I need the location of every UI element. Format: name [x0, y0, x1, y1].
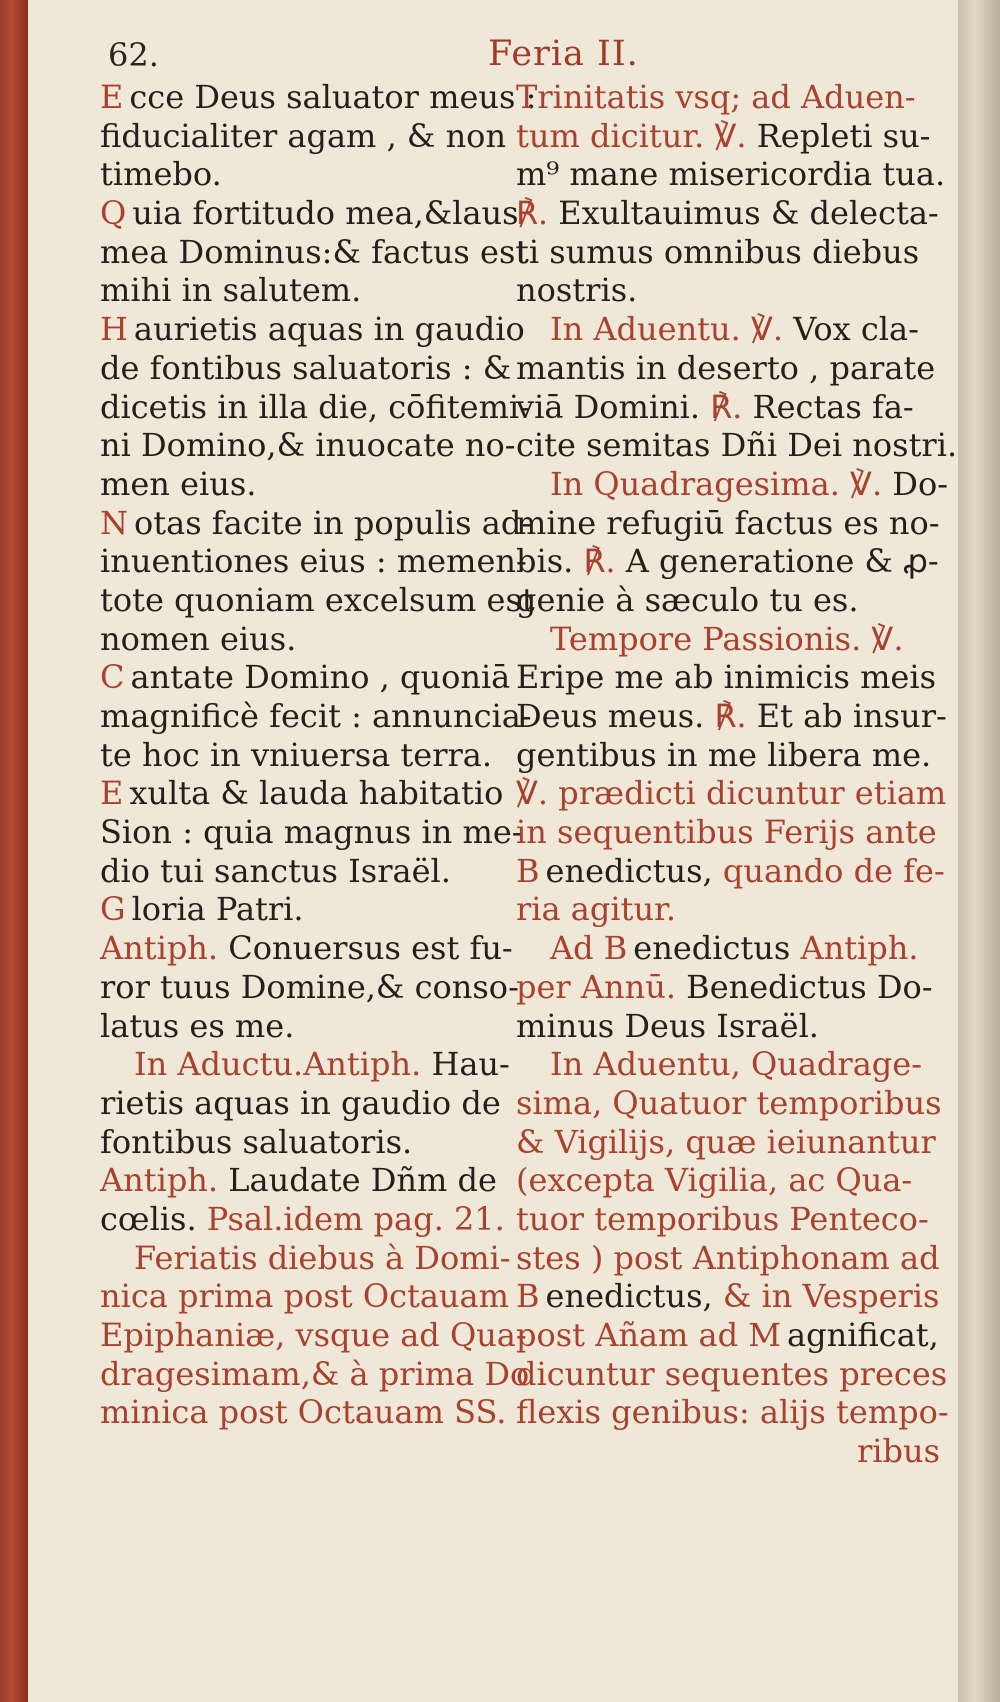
text-line: [516, 1393, 949, 1432]
text-line: [100, 271, 532, 310]
line-text: Deus meus.: [516, 697, 705, 735]
text-line: [100, 697, 532, 736]
text-line: [100, 658, 532, 697]
text-line: [100, 504, 532, 543]
line-text: Et ab insur-: [756, 697, 947, 735]
text-line: [516, 620, 940, 659]
text-line: [100, 1123, 532, 1162]
rubric-text: tum dicitur. ℣.: [516, 116, 747, 155]
initial-letter: N: [100, 503, 128, 542]
text-line: [516, 1161, 940, 1200]
rubric-text: nica prima post Octauam: [100, 1277, 509, 1316]
text-line: [516, 78, 940, 117]
line-text: cite semitas Dñi Dei nostri.: [516, 426, 958, 465]
text-line: [100, 813, 532, 852]
line-text: latus es me.: [100, 1006, 295, 1045]
rubric-text: sima, Quatuor temporibus: [516, 1083, 942, 1122]
text-line: [516, 774, 947, 813]
text-line: [516, 1239, 940, 1278]
line-text: dicetis in illa die, cōfitemi-: [100, 387, 530, 426]
text-line: [516, 310, 940, 349]
text-line: [516, 194, 940, 233]
line-text: viā Domini.: [516, 387, 701, 426]
text-line: [516, 1123, 940, 1162]
text-line: [516, 1200, 940, 1239]
rubric-text: dicuntur sequentes preces: [516, 1354, 948, 1393]
text-line: [516, 581, 940, 620]
text-line: [100, 1200, 532, 1239]
line-text: fiducialiter agam , & non: [100, 116, 507, 155]
text-line: [516, 349, 940, 388]
text-line: [100, 1277, 532, 1316]
text-line: [516, 658, 940, 697]
running-title: Feria II.: [488, 34, 639, 74]
rubric-text: stes ) post Antiphonam ad: [516, 1238, 940, 1277]
text-line: [516, 426, 958, 465]
text-line: [516, 890, 940, 929]
initial-letter: M: [748, 1316, 782, 1354]
line-text: mine refugiū factus es no-: [516, 503, 940, 542]
text-line: [100, 1045, 532, 1084]
rubric-text: In Aduentu. ℣.: [550, 310, 784, 349]
initial-letter: E: [100, 774, 124, 813]
rubric-text: flexis genibus: alijs tempo-: [516, 1393, 949, 1432]
text-line: [516, 1354, 948, 1394]
rubric-text: ribus: [856, 1432, 940, 1471]
line-text: de fontibus saluatoris : &: [100, 348, 512, 387]
rubric-text: Ad: [550, 929, 594, 968]
line-text: ror tuus Domine,& conso-: [100, 967, 519, 1006]
rubric-text: Feriatis diebus à Domi-: [134, 1238, 511, 1277]
page-header: [28, 30, 958, 82]
rubric-text: post Añam ad: [516, 1316, 739, 1354]
rubric-text: & Vigilijs, quæ ieiunantur: [516, 1122, 936, 1161]
text-line: [100, 349, 532, 388]
line-text: Benedictus Do-: [686, 967, 933, 1006]
page-number: 62.: [108, 36, 159, 74]
line-text: Vox cla-: [793, 310, 919, 349]
text-line: [516, 929, 940, 968]
text-line: [100, 388, 532, 427]
rubric-text: tuor temporibus Penteco-: [516, 1199, 929, 1238]
line-text: A generatione & ꝓ-: [625, 542, 939, 581]
rubric-text: minica post Octauam SS.: [100, 1393, 507, 1432]
text-line: [100, 580, 535, 620]
text-line: [516, 464, 949, 504]
rubric-text: In Quadragesima. ℣.: [550, 464, 883, 503]
line-text: ti sumus omnibus diebus: [516, 232, 920, 271]
rubric-text: Psal.idem pag. 21.: [206, 1199, 505, 1238]
rubric-text: In Aduentu, Quadrage-: [550, 1045, 922, 1084]
text-line: [100, 774, 532, 813]
line-text: Sion : quia magnus in me-: [100, 813, 523, 852]
initial-letter: Q: [100, 194, 127, 233]
initial-letter: H: [100, 310, 128, 349]
line-text: Hau-: [431, 1045, 510, 1084]
text-line: [516, 968, 940, 1007]
text-line: [516, 1277, 940, 1316]
line-text: cœlis.: [100, 1199, 197, 1238]
left-column: [100, 78, 537, 1432]
line-text: Rectas fa-: [752, 387, 914, 426]
line-text: ni Domino,& inuocate no-: [100, 426, 516, 465]
book-edge-left: [0, 0, 28, 1702]
initial-letter: C: [100, 658, 125, 697]
line-text: m⁹ mane misericordia tua.: [516, 155, 946, 194]
line-text: inuentiones eius : memen-: [100, 542, 527, 581]
rubric-text: Tempore Passionis. ℣.: [550, 619, 904, 658]
text-line: [100, 929, 532, 968]
line-text: Eripe me ab inimicis meis: [516, 658, 937, 697]
text-line: [100, 1239, 532, 1278]
text-line: [516, 1084, 940, 1123]
text-line: [516, 736, 940, 775]
line-text: bis.: [516, 542, 574, 581]
line-text: antate Domino , quoniā: [130, 658, 511, 697]
text-line: [516, 813, 940, 852]
text-line: [516, 1045, 940, 1084]
rubric-text: Antiph.: [100, 929, 219, 968]
text-line: [516, 271, 940, 310]
line-text: cce Deus saluator meus :: [129, 78, 537, 116]
text-line: [516, 851, 945, 891]
rubric-text: Antiph.: [800, 929, 919, 968]
initial-letter: G: [100, 890, 126, 929]
rubric-text: dragesimam,& à prima Do: [100, 1354, 530, 1393]
text-line: [100, 426, 532, 465]
text-line: [100, 465, 532, 504]
rubric-text: ℟.: [714, 697, 747, 735]
line-text: rietis aquas in gaudio de: [100, 1083, 501, 1122]
text-line: [516, 1316, 940, 1355]
text-line: [100, 852, 532, 891]
text-line: [100, 155, 532, 194]
rubric-text: ℟.: [583, 542, 616, 581]
text-line: [100, 1316, 532, 1355]
line-text: Conuersus est fu-: [228, 929, 513, 968]
rubric-text: in sequentibus Ferijs ante: [516, 813, 937, 852]
text-line: [516, 388, 940, 427]
text-line: [100, 1007, 532, 1046]
text-line: [100, 1084, 532, 1123]
text-line: [516, 1432, 940, 1471]
rubric-text: & in Vesperis: [722, 1277, 940, 1316]
line-text: nomen eius.: [100, 619, 297, 658]
rubric-text: Antiph.: [100, 1161, 219, 1200]
line-text: minus Deus Israël.: [516, 1006, 819, 1045]
line-text: fontibus saluatoris.: [100, 1122, 413, 1161]
line-text: Laudate Dñm de: [228, 1161, 497, 1200]
rubric-text: per Annū.: [516, 967, 676, 1006]
line-text: tote quoniam excelsum est: [100, 580, 535, 619]
initial-letter: B: [516, 1277, 540, 1316]
text-line: [100, 78, 537, 117]
text-line: [100, 968, 532, 1007]
text-line: [516, 117, 940, 156]
rubric-text: quando de fe-: [722, 851, 945, 890]
rubric-text: In Aductu.Antiph.: [134, 1045, 422, 1084]
text-line: [100, 1355, 532, 1394]
line-text: nostris.: [516, 271, 638, 310]
text-line: [516, 542, 940, 581]
line-text: Do-: [892, 464, 949, 503]
line-text: aurietis aquas in gaudio: [133, 310, 525, 349]
text-line: [100, 1393, 532, 1432]
text-line: [100, 117, 532, 156]
line-text: enedictus: [633, 929, 791, 968]
book-edge-right: [958, 0, 1000, 1702]
rubric-text: Trinitatis vsq; ad Aduen-: [516, 78, 916, 116]
line-text: gentibus in me libera me.: [516, 735, 932, 774]
page: [28, 0, 958, 1702]
rubric-text: ℣. prædicti dicuntur etiam: [516, 774, 947, 813]
line-text: magnificè fecit : annuncia-: [100, 697, 532, 735]
right-column: [516, 78, 958, 1471]
text-line: [516, 504, 940, 543]
rubric-text: (excepta Vigilia, ac Qua-: [516, 1161, 913, 1200]
line-text: te hoc in vniuersa terra.: [100, 735, 493, 774]
line-text: otas facite in populis ad-: [134, 503, 533, 542]
line-text: enedictus,: [545, 1277, 713, 1316]
text-line: [100, 233, 532, 272]
text-line: [100, 620, 532, 659]
line-text: mihi in salutem.: [100, 271, 362, 310]
line-text: genie à sæculo tu es.: [516, 580, 859, 619]
rubric-text: ria agitur.: [516, 890, 676, 929]
initial-letter: E: [100, 78, 124, 116]
line-text: mantis in deserto , parate: [516, 348, 936, 387]
initial-letter: B: [603, 929, 628, 968]
text-line: [100, 890, 532, 929]
text-line: [516, 233, 940, 272]
line-text: timebo.: [100, 155, 222, 194]
line-text: loria Patri.: [131, 890, 304, 929]
rubric-text: ℟.: [710, 387, 743, 426]
line-text: Exultauimus & delecta-: [558, 194, 939, 233]
text-line: [100, 542, 532, 581]
text-line: [100, 194, 532, 233]
line-text: agnificat,: [787, 1316, 939, 1354]
rubric-text: Epiphaniæ, vsque ad Qua-: [100, 1316, 527, 1354]
line-text: uia fortitudo mea,&laus: [132, 194, 519, 233]
text-line: [100, 736, 532, 775]
line-text: enedictus,: [545, 851, 713, 890]
initial-letter: B: [516, 851, 540, 890]
text-line: [516, 697, 947, 736]
rubric-text: ℟.: [516, 194, 549, 233]
text-line: [516, 1007, 940, 1046]
line-text: xulta & lauda habitatio: [129, 774, 504, 813]
line-text: mea Dominus:& factus est: [100, 232, 529, 271]
text-line: [100, 1161, 532, 1200]
text-line: [516, 155, 946, 194]
text-line: [100, 310, 532, 349]
line-text: men eius.: [100, 464, 257, 503]
line-text: dio tui sanctus Israël.: [100, 851, 451, 890]
line-text: Repleti su-: [756, 116, 931, 155]
